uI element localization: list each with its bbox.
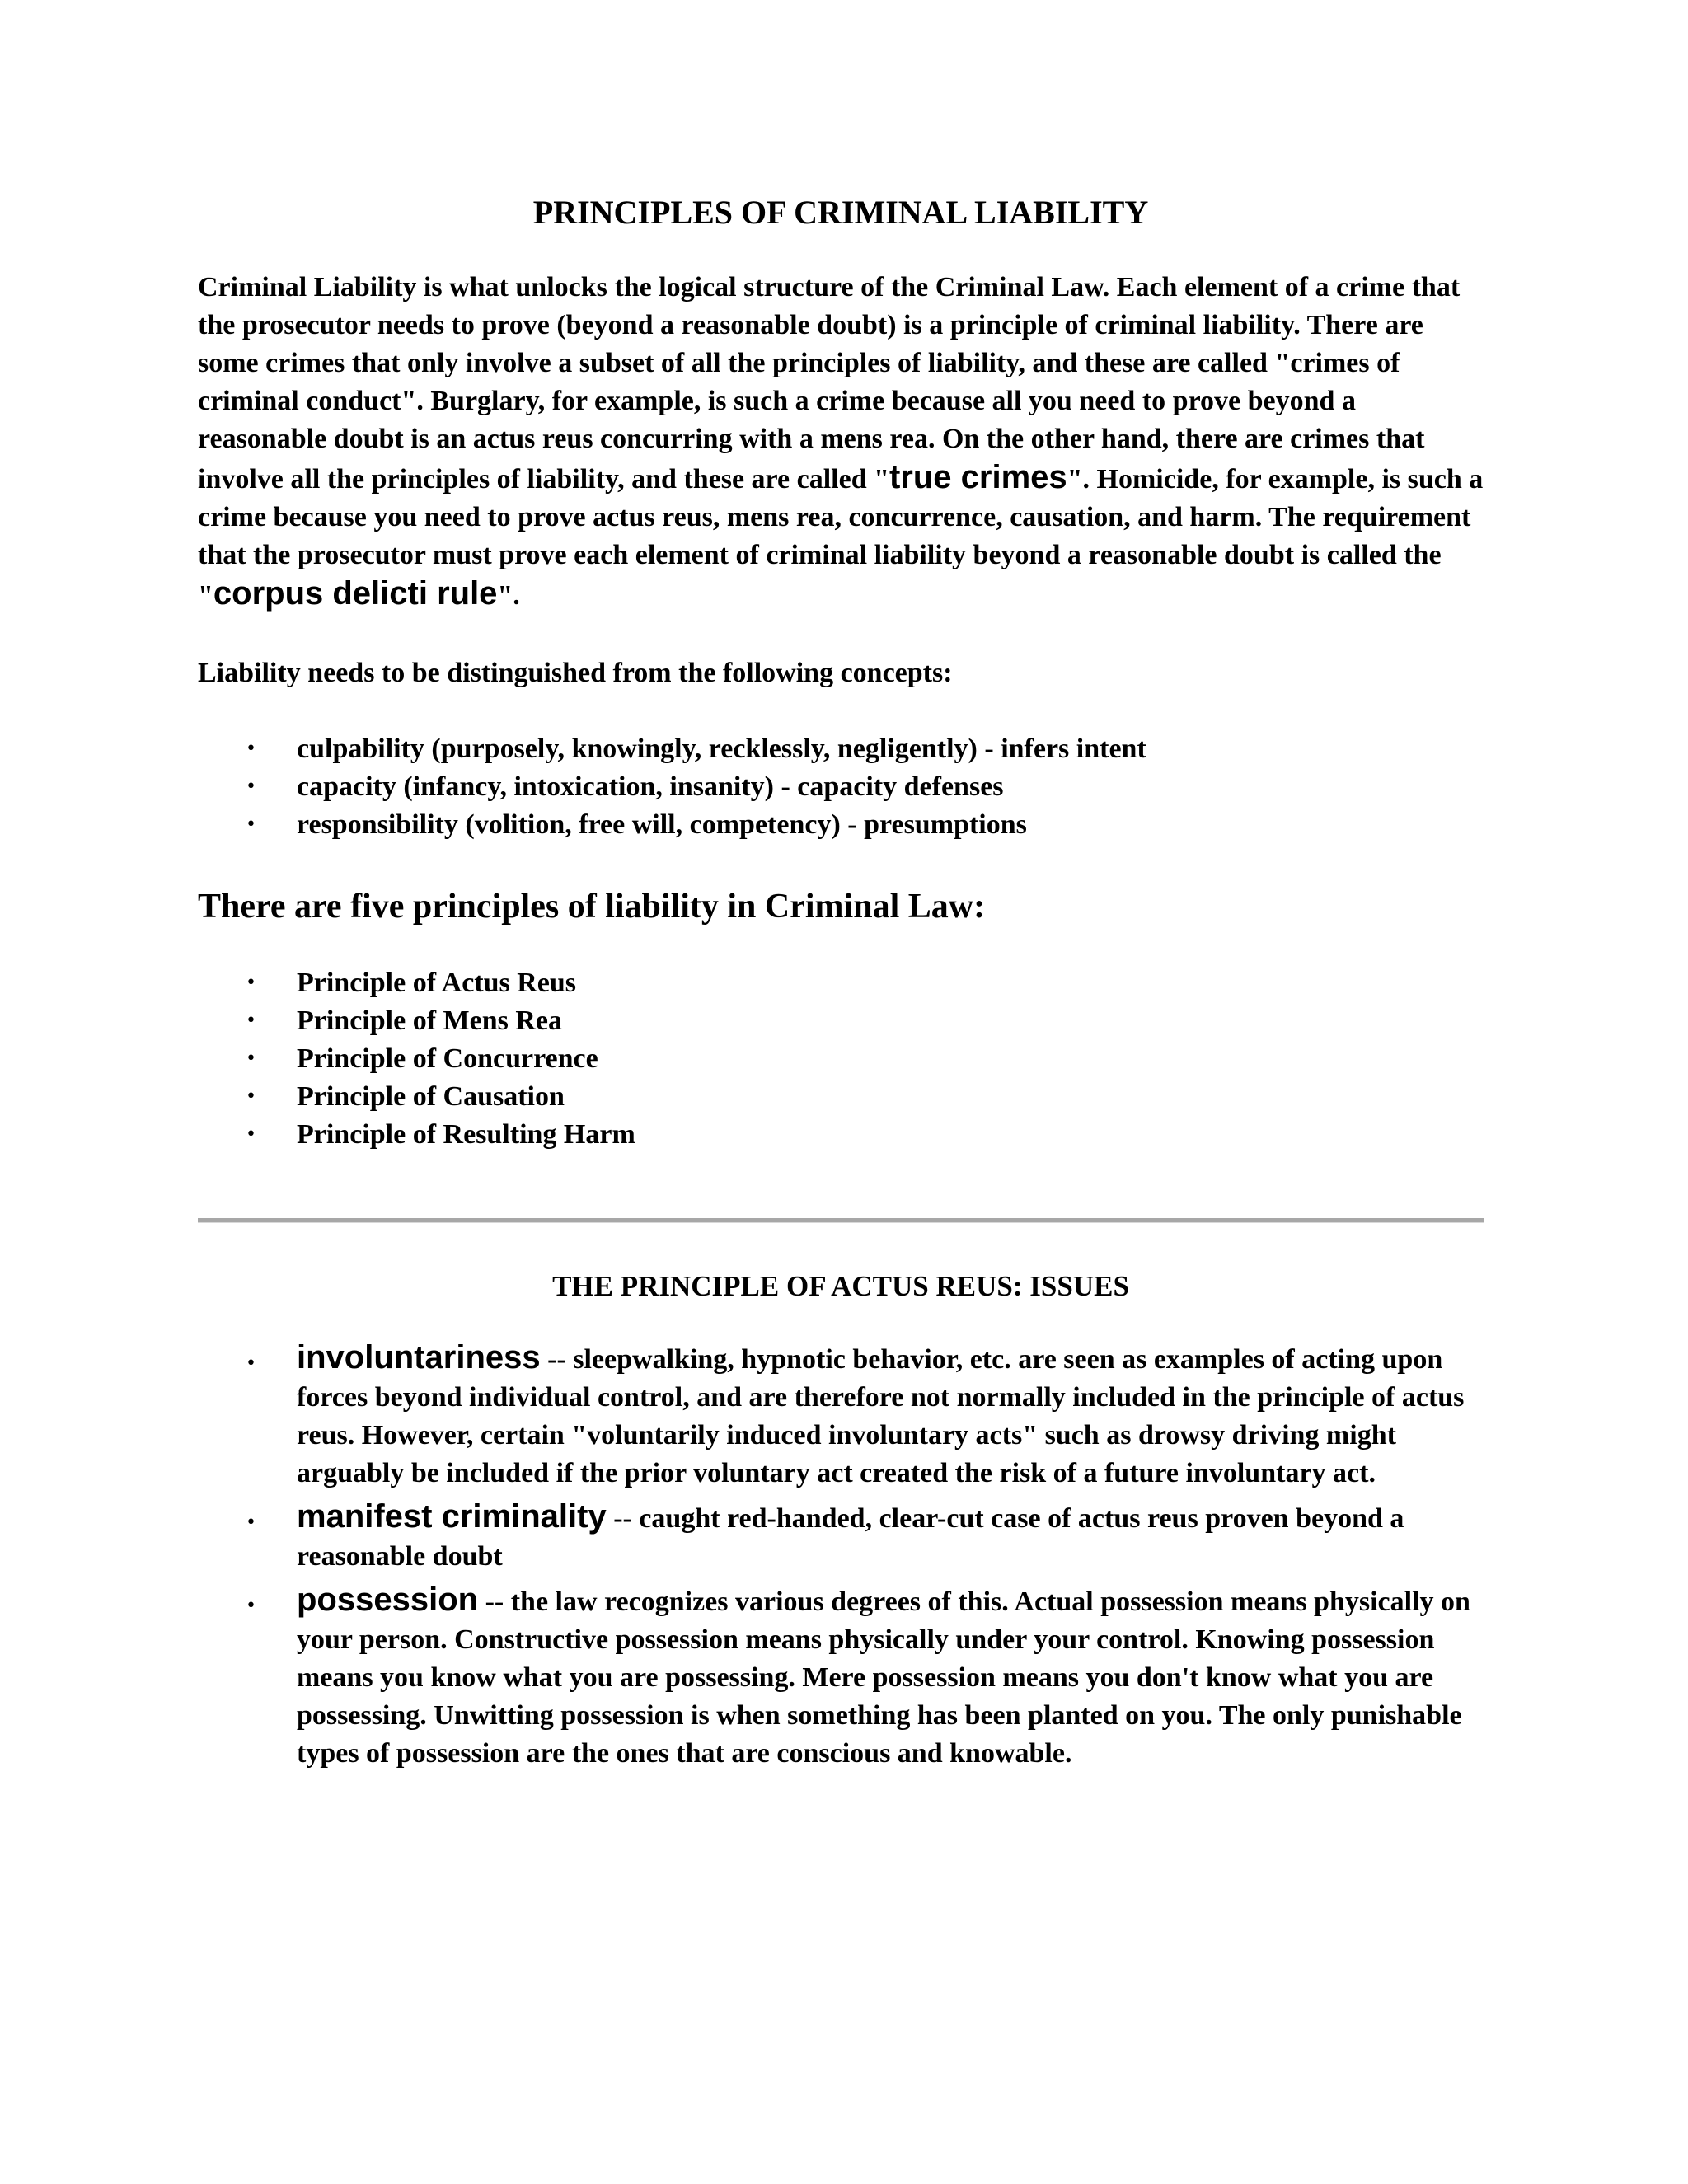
bullet-icon: • [246, 1124, 256, 1145]
bullet-icon: • [246, 1353, 256, 1374]
list-item [198, 1338, 1484, 1493]
principles-heading: There are five principles of liability in Criminal Law: [198, 888, 986, 926]
intro-text-1: Criminal Liability is what unlocks the logical structure of the Criminal Law. Each element of a crime that the prosecutor needs to prove (beyond a reasonable doubt) is a principle of criminal liability. There are some crimes that only involve a subset of all the principles of liability, and these are called "crimes of criminal conduct". Burglary, for example, is such a crime because all you need to prove beyond a reasonable doubt is an actus reus concurring with a mens rea. On the other hand, there are crimes that involve all the principles of liability, and these are called " [198, 272, 1461, 494]
concepts-list [198, 730, 1484, 844]
list-item [198, 1002, 1484, 1040]
issue-text: -- sleepwalking, hypnotic behavior, etc. are seen as examples of acting upon forces beyond individual control, and are therefore not normally included in the principle of actus reus. However, certain "voluntarily induced involuntary acts" such as drowsy driving might arguably be included if the prior voluntary act created the risk of a future involuntary act. [297, 1344, 1465, 1488]
list-item-text: Principle of Resulting Harm [297, 1119, 635, 1150]
list-item [198, 1078, 1484, 1116]
list-item [198, 806, 1484, 844]
actus-reus-issues-list [198, 1338, 1484, 1773]
intro-text-2: ". Homicide, for example, is such a crime because you need to prove actus reus, mens rea, concurrence, causation, and harm. The requirement that the prosecutor must prove each element of criminal liability beyond a reasonable doubt is called the " [198, 464, 1484, 611]
bullet-icon: • [246, 1010, 256, 1031]
bullet-icon: • [246, 738, 256, 759]
bullet-icon: • [246, 1048, 256, 1069]
bullet-icon: • [246, 814, 256, 835]
horizontal-rule [198, 1218, 1484, 1223]
actus-reus-heading: THE PRINCIPLE OF ACTUS REUS: ISSUES [552, 1270, 1129, 1302]
intro-paragraph [198, 269, 1484, 615]
issue-term: manifest criminality [297, 1498, 607, 1535]
corpus-delicti-term: corpus delicti rule [213, 575, 498, 612]
bullet-icon: • [246, 776, 256, 797]
list-item [198, 1040, 1484, 1078]
list-item-text: Principle of Actus Reus [297, 968, 577, 998]
issue-term: involuntariness [297, 1339, 541, 1376]
issue-text: -- caught red-handed, clear-cut case of actus reus proven beyond a reasonable doubt [297, 1503, 1404, 1572]
list-item-text: responsibility (volition, free will, competency) - presumptions [297, 809, 1027, 840]
bullet-icon: • [246, 1596, 256, 1616]
list-item [198, 1581, 1484, 1773]
bullet-icon: • [246, 1086, 256, 1107]
list-item [198, 1116, 1484, 1154]
list-item [198, 768, 1484, 806]
list-item-text: Principle of Mens Rea [297, 1005, 562, 1036]
document-page [198, 190, 1484, 1778]
issue-term: possession [297, 1582, 479, 1618]
page-title: PRINCIPLES OF CRIMINAL LIABILITY [532, 194, 1149, 231]
true-crimes-term: true crimes [889, 459, 1067, 495]
list-item [198, 1497, 1484, 1576]
principles-list [198, 964, 1484, 1154]
bullet-icon: • [246, 1512, 256, 1533]
list-item [198, 964, 1484, 1002]
list-item-text: capacity (infancy, intoxication, insanity) - capacity defenses [297, 771, 1004, 802]
list-item [198, 730, 1484, 768]
intro-text-3: ". [497, 580, 520, 611]
issue-text: -- the law recognizes various degrees of this. Actual possession means physically on your person. Constructive possession means physically under your control. Knowing possession means you know what you are possessing. Mere possession means you don't know what you are possessing. Unwitting possession is when something has been planted on you. The only punishable types of possession are the ones that are conscious and knowable. [297, 1586, 1470, 1769]
bullet-icon: • [246, 972, 256, 993]
list-item-text: Principle of Causation [297, 1081, 565, 1112]
list-item-text: Principle of Concurrence [297, 1043, 598, 1074]
list-item-text: culpability (purposely, knowingly, recklessly, negligently) - infers intent [297, 733, 1146, 764]
distinguish-lead: Liability needs to be distinguished from the following concepts: [198, 658, 953, 688]
